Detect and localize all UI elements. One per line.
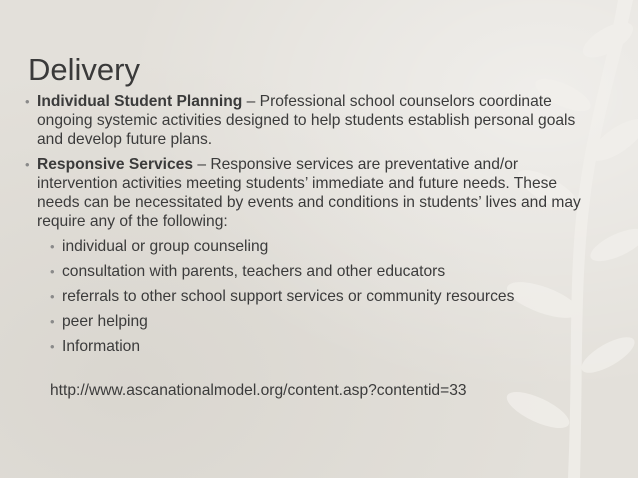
- bullet-responsive-services: [28, 155, 588, 231]
- sub-bullet-information: • Information: [28, 337, 588, 356]
- slide-body: [28, 92, 588, 356]
- bullet-term: Individual Student Planning: [37, 93, 243, 110]
- bullet-text: – Professional school counselors coordinate ongoing systemic activities designed to help students establish personal goals and develop future plans.: [37, 93, 576, 148]
- bullet-text: – Responsive services are preventative and/or intervention activities meeting students’ immediate and future needs. These needs can be necessitated by events and conditions in students’ lives and may require any of the following:: [37, 156, 581, 230]
- source-link[interactable]: http://www.ascanationalmodel.org/content.asp?contentid=33: [50, 382, 467, 399]
- bullet-individual-student-planning: [28, 92, 588, 149]
- slide-title: Delivery: [28, 52, 140, 87]
- sub-bullet-referrals: • referrals to other school support services or community resources: [28, 287, 588, 306]
- sub-bullet-consultation: • consultation with parents, teachers and other educators: [28, 262, 588, 281]
- sub-bullet-counseling: • individual or group counseling: [28, 237, 588, 256]
- bullet-term: Responsive Services: [37, 156, 194, 173]
- sub-bullet-peer-helping: • peer helping: [28, 312, 588, 331]
